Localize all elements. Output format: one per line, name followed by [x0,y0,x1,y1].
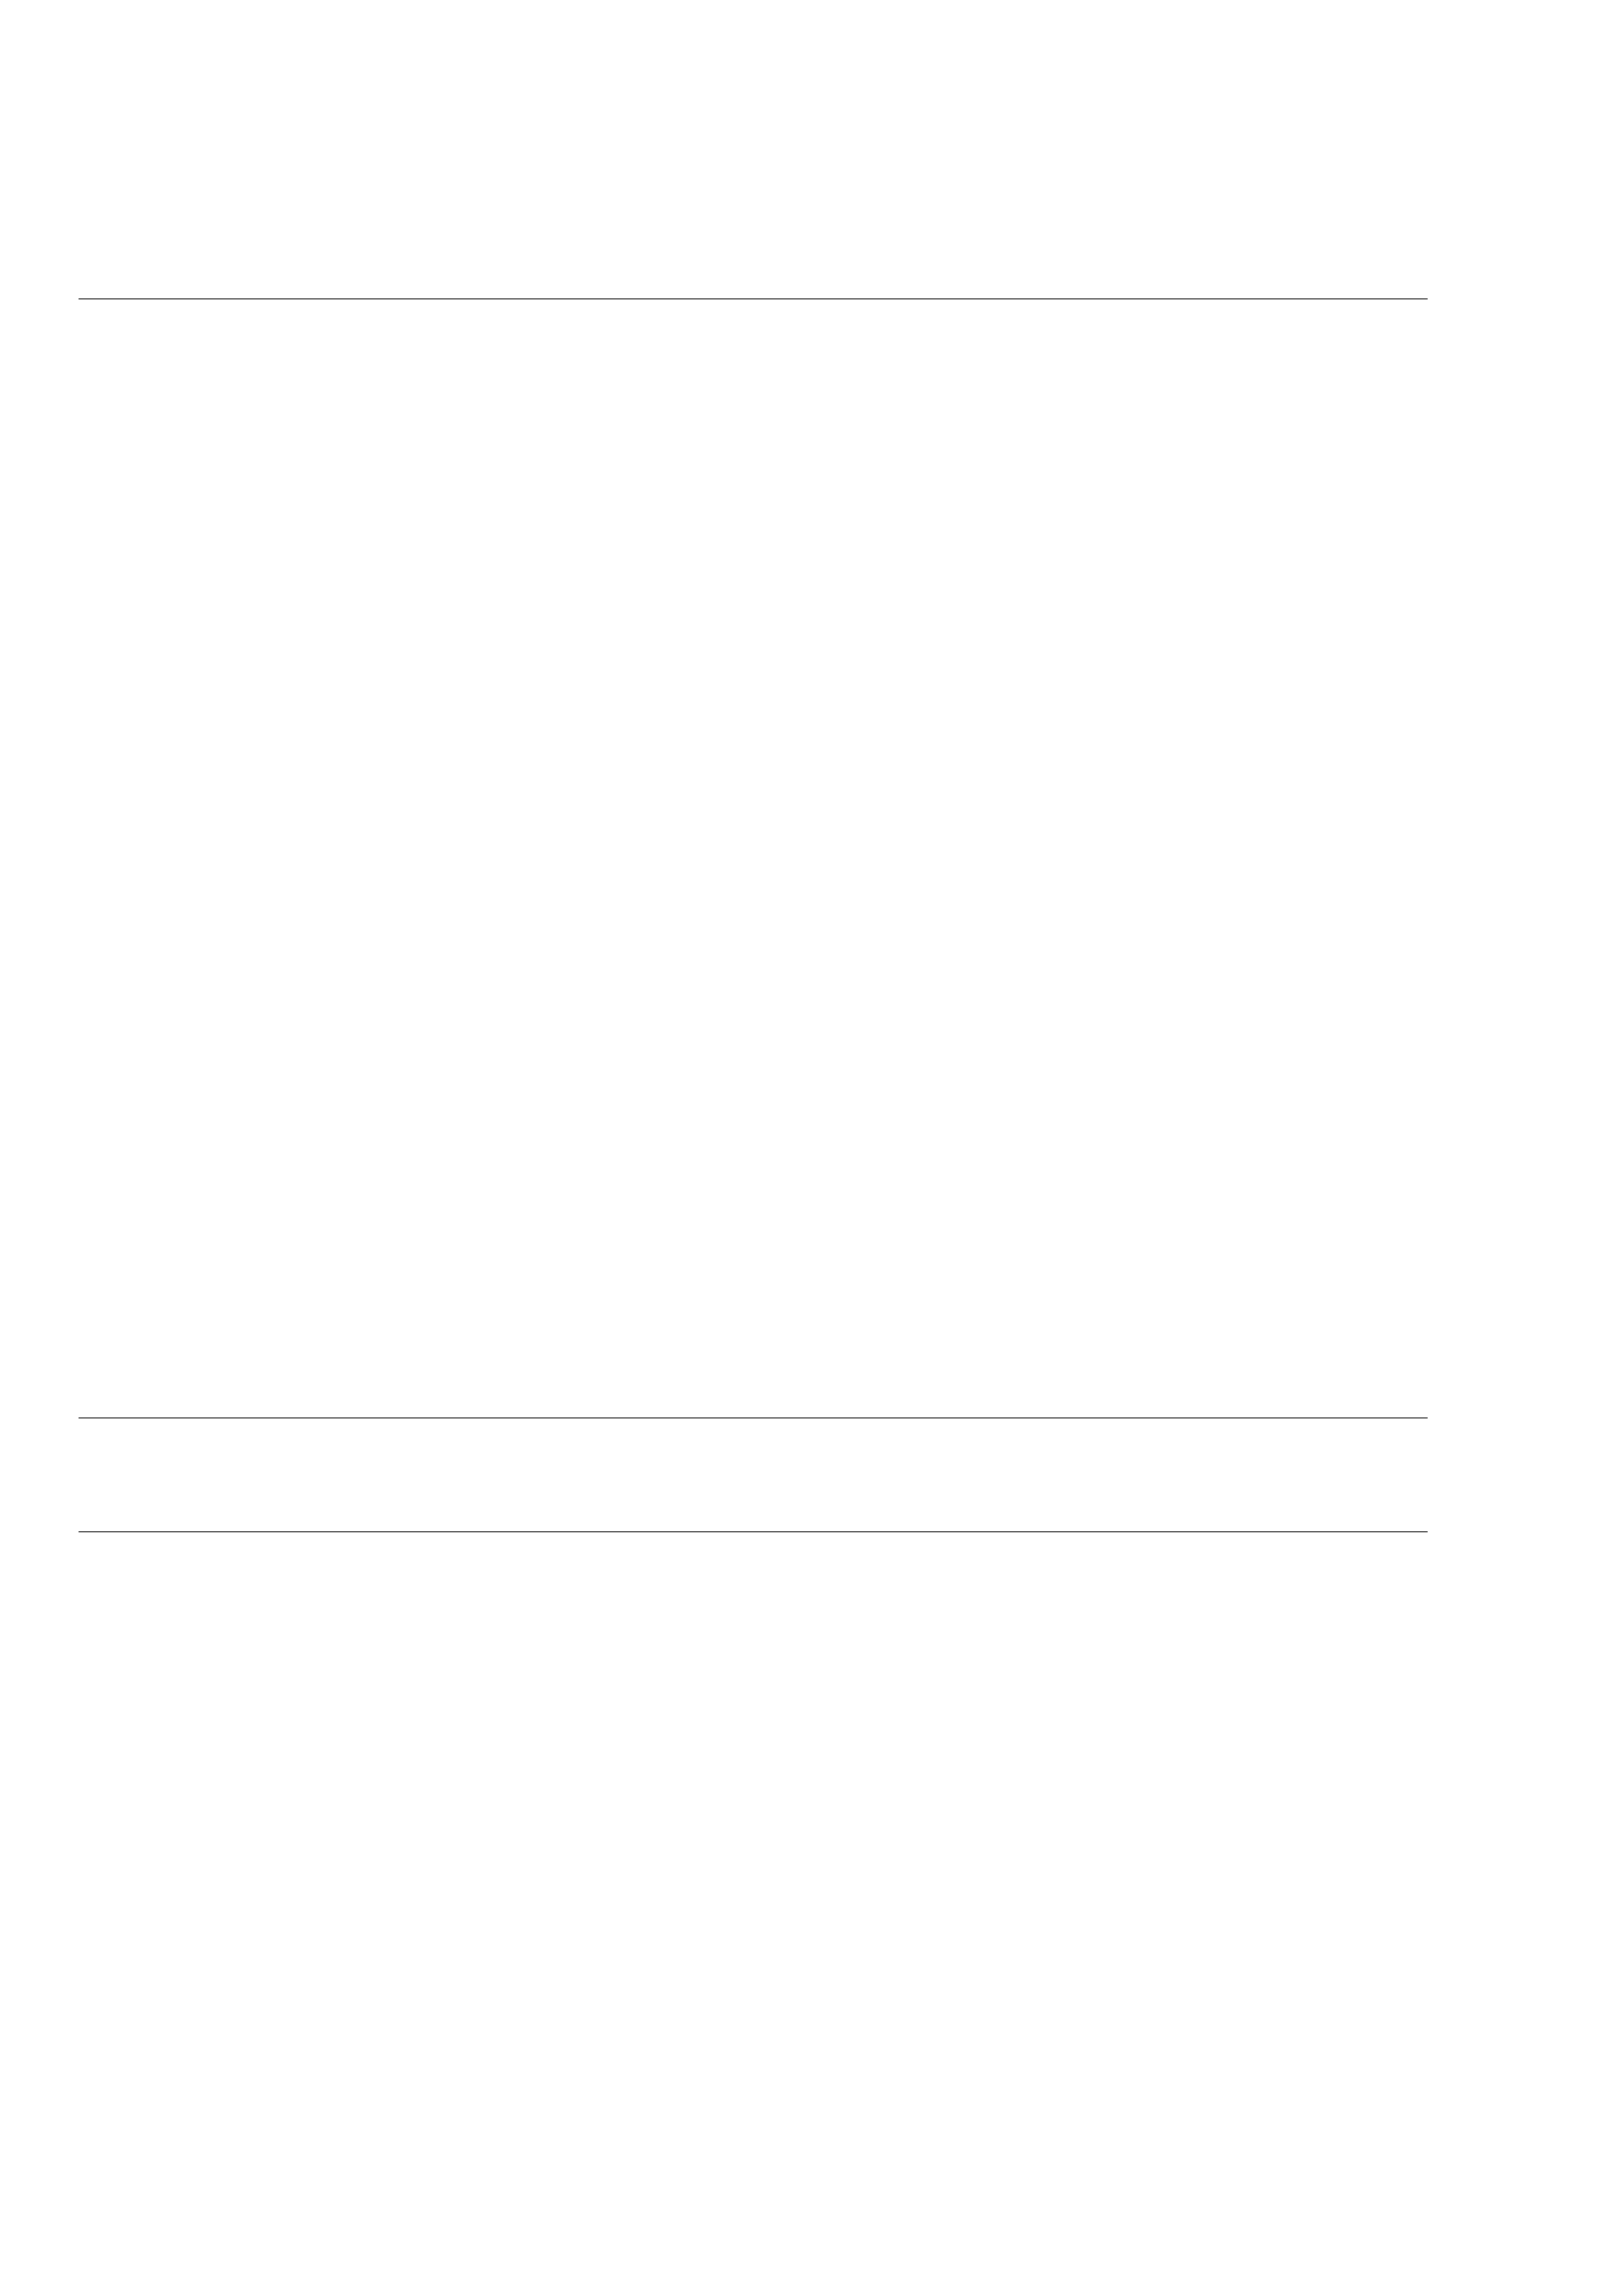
category-c-header-rule [79,1531,1428,1532]
top-table-bottom-rule [79,298,1428,299]
category-c-top-rule [79,1417,1428,1418]
